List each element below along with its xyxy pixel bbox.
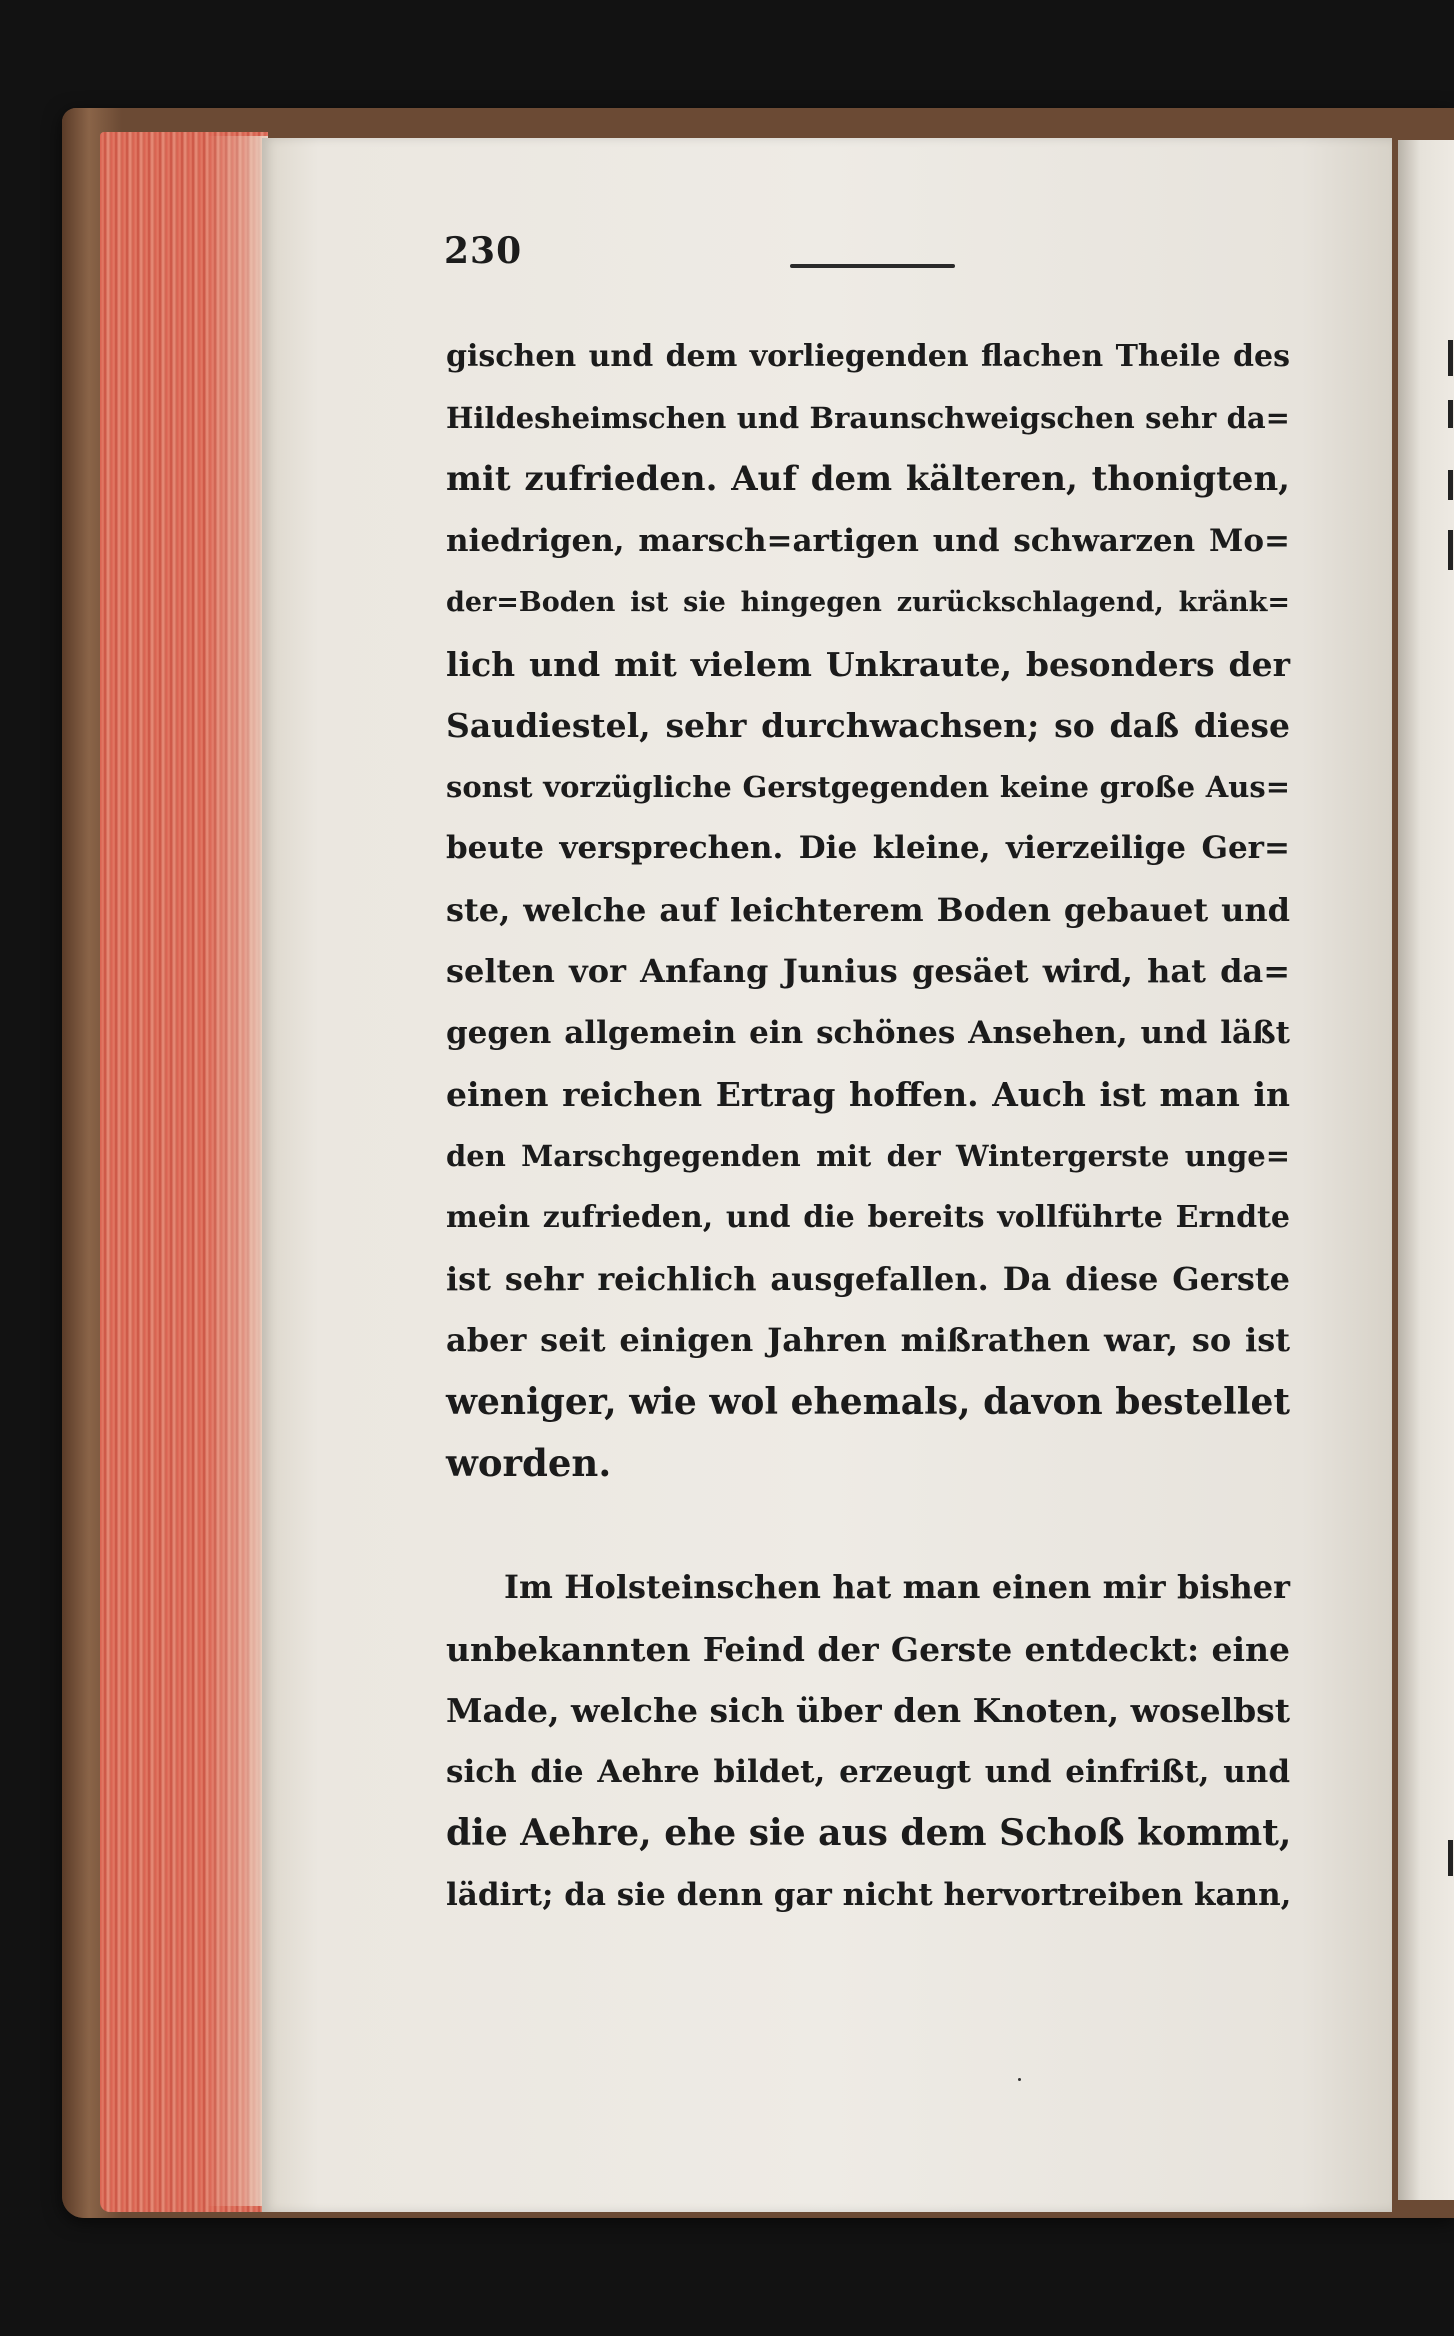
header-rule: [790, 264, 955, 268]
paper-speck: [1018, 2078, 1021, 2081]
text-line: Im Holsteinschen hat man einen mir bisher: [504, 1568, 1290, 1606]
text-line: sich die Aehre bildet, erzeugt und einfrißt, und: [446, 1753, 1290, 1790]
text-line: unbekannten Feind der Gerste entdeckt: eine: [446, 1629, 1290, 1669]
right-page-mark: [1448, 400, 1453, 428]
text-line: weniger, wie wol ehemals, davon bestellet: [446, 1380, 1290, 1423]
paragraph-2: [446, 1557, 1290, 1926]
text-line: ste, welche auf leichterem Boden gebauet und: [446, 890, 1290, 929]
text-line: worden.: [446, 1441, 612, 1485]
page-edge-highlight: [206, 136, 268, 2206]
text-line: gischen und dem vorliegenden flachen Theile des: [446, 339, 1290, 374]
text-line: aber seit einigen Jahren mißrathen war, so ist: [446, 1321, 1290, 1359]
right-page-mark: [1448, 340, 1453, 376]
text-line: Hildesheimschen und Braunschweigschen sehr da=: [446, 400, 1290, 435]
text-line: niedrigen, marsch=artigen und schwarzen Mo=: [446, 522, 1290, 559]
text-line: der=Boden ist sie hingegen zurückschlagend, kränk=: [446, 587, 1290, 618]
text-line: die Aehre, ehe sie aus dem Schoß kommt,: [446, 1812, 1292, 1854]
text-line: Made, welche sich über den Knoten, woselbst: [446, 1691, 1290, 1730]
text-line: sonst vorzügliche Gerstgegenden keine große Aus=: [446, 769, 1290, 804]
text-line: lich und mit vielem Unkraute, besonders der: [446, 644, 1290, 684]
right-page-sliver: [1398, 140, 1454, 2200]
text-line: Saudiestel, sehr durchwachsen; so daß diese: [446, 706, 1290, 745]
text-line: den Marschgegenden mit der Wintergerste unge=: [446, 1138, 1290, 1173]
text-line: selten vor Anfang Junius gesäet wird, hat da=: [446, 952, 1290, 990]
text-line: gegen allgemein ein schönes Ansehen, und läßt: [446, 1014, 1290, 1051]
right-page-mark: [1448, 530, 1453, 570]
text-line: ist sehr reichlich ausgefallen. Da diese Gerste: [446, 1259, 1290, 1298]
paragraph-1: [446, 326, 1290, 1495]
right-page-mark: [1448, 470, 1453, 500]
text-line: mein zufrieden, und die bereits vollführte Erndte: [446, 1200, 1290, 1235]
text-line: beute versprechen. Die kleine, vierzeilige Ger=: [446, 830, 1290, 866]
text-line: einen reichen Ertrag hoffen. Auch ist man in: [446, 1075, 1290, 1114]
right-page-mark: [1448, 1840, 1453, 1876]
page-number: 230: [444, 230, 523, 272]
text-line: lädirt; da sie denn gar nicht hervortreiben kann,: [446, 1876, 1292, 1913]
text-line: mit zufrieden. Auf dem kälteren, thonigten,: [446, 459, 1290, 499]
